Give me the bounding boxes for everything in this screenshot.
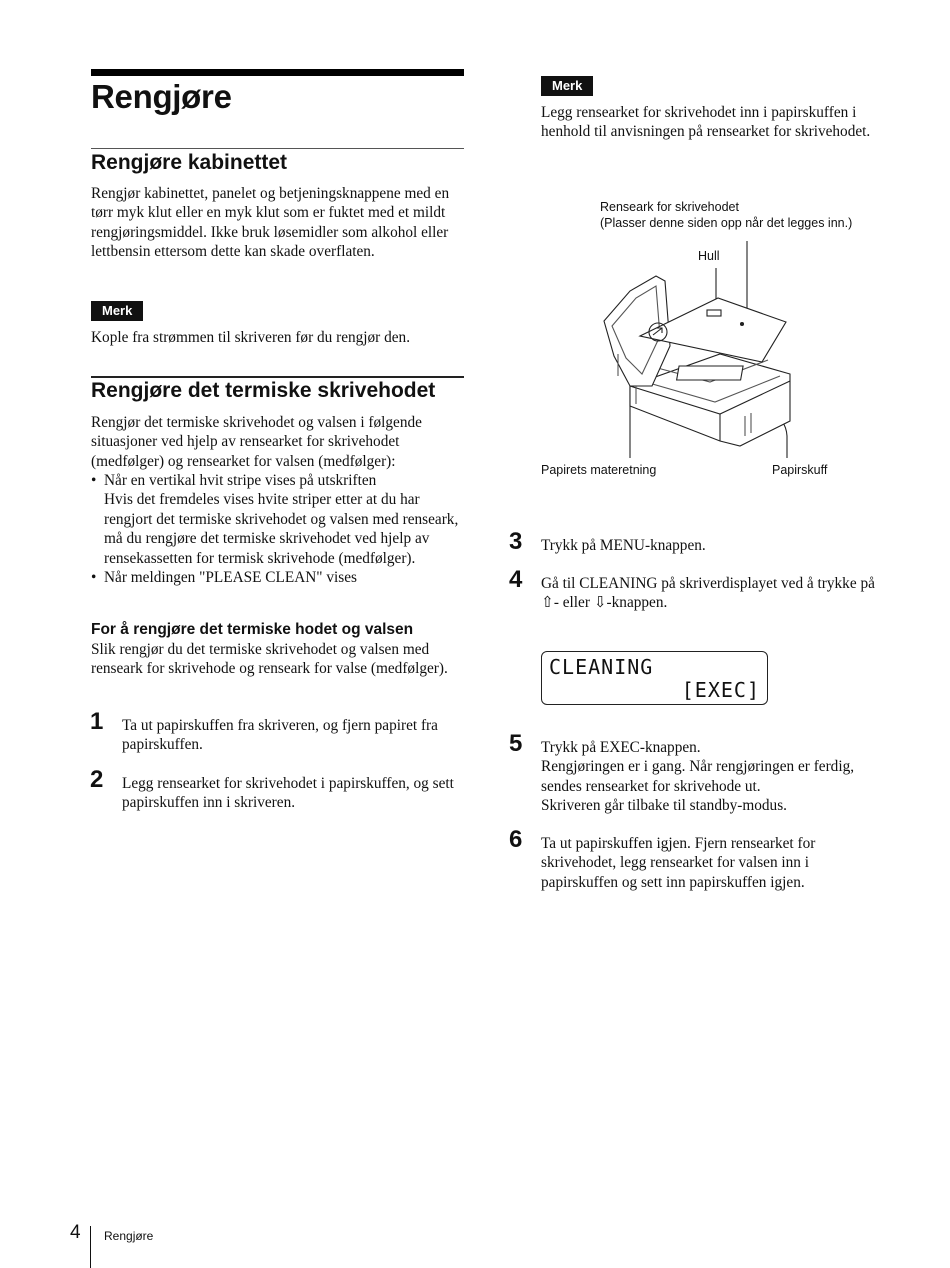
step-text: Ta ut papirskuffen igjen. Fjern rensearket for skrivehodet, legg rensearket for valsen inn i papirskuffen og sett inn papirskuffen igjen.	[541, 835, 816, 891]
callout-direction: Papirets materetning	[541, 463, 657, 477]
step-number: 3	[509, 528, 523, 555]
step-text: Gå til CLEANING på skriverdisplayet ved å trykke på ⇧- eller ⇩-knappen.	[541, 575, 875, 612]
tray-slot	[677, 366, 743, 380]
subheading: For å rengjøre det termiske hodet og valsen	[91, 621, 414, 638]
paper-tray-illustration	[590, 236, 810, 462]
note-text: Legg rensearket for skrivehodet inn i papirskuffen i henhold til anvisningen på rensearket for skrivehodet.	[541, 104, 871, 141]
page-number: 4	[70, 1222, 81, 1243]
callout-tray: Papirskuff	[772, 463, 828, 477]
note-text: Kople fra strømmen til skriveren før du rengjør den.	[91, 329, 411, 346]
bullet-title: Når en vertikal hvit stripe vises på utskriften	[104, 472, 377, 489]
sub-intro: Slik rengjør du det termiske skrivehodet og valsen med renseark for skrivehode og renseark for valse (medfølger).	[91, 641, 448, 678]
note-label: Merk	[91, 301, 143, 321]
step-text: Ta ut papirskuffen fra skriveren, og fjern papiret fra papirskuffen.	[122, 717, 438, 754]
bullet-title: Når meldingen "PLEASE CLEAN" vises	[104, 569, 357, 587]
footer-section: Rengjøre	[104, 1229, 154, 1243]
section-heading-cabinet: Rengjøre kabinettet	[91, 151, 288, 174]
list-item	[91, 568, 466, 587]
title-rule	[91, 69, 464, 76]
callout-hole: Hull	[698, 249, 720, 263]
lcd-display	[541, 651, 768, 705]
footer-divider	[90, 1226, 91, 1268]
step-number: 1	[90, 708, 104, 735]
step-number: 2	[90, 766, 104, 793]
list-item	[91, 471, 466, 568]
lcd-line-2: [EXEC]	[681, 678, 760, 702]
section-rule	[91, 148, 464, 149]
page-title: Rengjøre	[91, 78, 232, 115]
cabinet-body: Rengjør kabinettet, panelet og betjeningsknappene med en tørr myk klut eller en myk klut som er fuktet med et mildt rengjøringsmiddel. Ikke bruk løsemidler som alkohol eller lettbensin ettersom dette kan skade overflaten.	[91, 185, 450, 261]
step-text: Trykk på EXEC-knappen. Rengjøringen er i gang. Når rengjøringen er ferdig, sendes rensearket for skrivehode ut. Skriveren går tilbake til standby-modus.	[541, 739, 855, 815]
section-heading-thermal: Rengjøre det termiske skrivehodet	[91, 379, 436, 402]
step-number: 5	[509, 730, 523, 757]
note-label: Merk	[541, 76, 593, 96]
step-number: 6	[509, 826, 523, 853]
step-text: Trykk på MENU-knappen.	[541, 537, 706, 554]
lcd-line-1: CLEANING	[549, 655, 654, 679]
callout-sheet: Renseark for skrivehodet (Plasser denne siden opp når det legges inn.)	[600, 200, 853, 230]
step-text: Legg rensearket for skrivehodet i papirskuffen, og sett papirskuffen inn i skriveren.	[122, 775, 454, 812]
thermal-intro: Rengjør det termiske skrivehodet og valsen i følgende situasjoner ved hjelp av rensearket for skrivehodet (medfølger) og rensearket for valsen (medfølger):	[91, 414, 422, 470]
bullet-detail: Hvis det fremdeles vises hvite striper etter at du har rengjort det termiske skrivehodet og valsen med renseark, må du rengjøre det termiske skrivehodet ved hjelp av rensekassetten for termisk skrivehode (medfølger).	[104, 491, 459, 567]
situation-list	[91, 471, 466, 587]
step-number: 4	[509, 566, 523, 593]
